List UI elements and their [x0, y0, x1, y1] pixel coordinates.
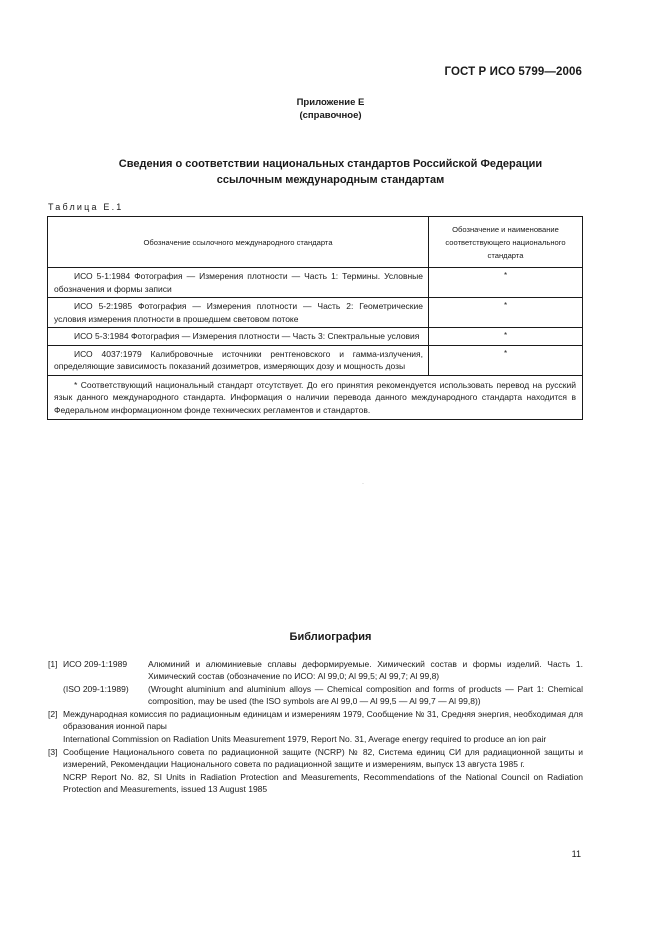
appendix-subtitle: (справочное): [299, 110, 362, 121]
bibliography-title: Библиография: [289, 631, 372, 643]
entry-text: Алюминий и алюминиевые сплавы деформируемые. Химический состав и формы изделий. Часть 1. Химический состав (обозначение по ИСО: Al 99,0; Al 99,5; Al 99,7; Al 99,8): [148, 659, 583, 682]
section-title-line-1: Сведения о соответствии национальных стандартов Российской Федерации: [118, 158, 543, 170]
entry-part: [48, 683, 583, 708]
entry-text: Сообщение Национального совета по радиационной защите (NCRP) № 82, Система единиц СИ для радиационной защиты и измерений, Рекомендации Национального совета по радиационной защите и измерениям, выпуск 13 августа 1985 г.: [63, 747, 583, 770]
standard-header: ГОСТ Р ИСО 5799—2006: [444, 66, 582, 78]
table-row: [48, 345, 583, 375]
section-title: [60, 156, 601, 188]
entry-text: Международная комиссия по радиационным единицам и измерениям 1979, Сообщение № 31, Средняя энергия, необходимая для образования ионной пары: [63, 709, 583, 732]
header-national-line-1: Обозначение и наименование: [452, 224, 559, 234]
table-footnote: [48, 375, 583, 420]
ref-text: ИСО 5-3:1984 Фотография — Измерения плотности — Часть 3: Спектральные условия: [74, 331, 420, 341]
bibliography-list: [48, 658, 583, 796]
ref-cell: [48, 328, 429, 346]
header-national-standard: [429, 217, 583, 268]
entry-number: [1]: [48, 659, 58, 669]
bibliography-entry: [48, 746, 583, 795]
section-title-line-2: ссылочным международным стандартам: [216, 174, 445, 186]
entry-part: [48, 658, 583, 683]
entry-text: NCRP Report No. 82, SI Units in Radiation Protection and Measurements, Recommendations of the National Council on Radiation Protection and Measurements, issued 13 August 1985: [63, 771, 583, 794]
entry-number: [3]: [48, 747, 58, 758]
ref-cell: [48, 298, 429, 328]
page-number: 11: [571, 849, 581, 859]
table-row: [48, 328, 583, 346]
header-international-standard: Обозначение ссылочного международного стандарта: [48, 217, 429, 268]
entry-text: International Commission on Radiation Units Measurement 1979, Report No. 31, Average energy required to produce an ion pair: [63, 733, 547, 744]
header-national-line-3: стандарта: [487, 250, 524, 260]
ref-text: ИСО 5-2:1985 Фотография — Измерения плотности — Часть 2: Геометрические условия измерения плотности в прошедшем световом потоке: [54, 301, 423, 324]
national-cell: *: [429, 298, 583, 328]
bibliography-entry: [48, 658, 583, 707]
table-label: Таблица Е.1: [48, 202, 124, 212]
table-footnote-row: [48, 375, 583, 420]
header-national-line-2: соответствующего национального: [445, 237, 566, 247]
table-row: [48, 268, 583, 298]
entry-code: (ISO 209-1:1989): [63, 683, 129, 694]
ref-cell: [48, 268, 429, 298]
national-cell: *: [429, 268, 583, 298]
ref-text: ИСО 4037:1979 Калибровочные источники рентгеновского и гамма-излучения, определяющие зависимость показаний дозиметров, измеряющих дозу и мощность дозы: [54, 348, 423, 371]
table-header-row: [48, 217, 583, 268]
entry-code: ИСО 209-1:1989: [63, 659, 128, 669]
correspondence-table: [47, 216, 583, 420]
bibliography-entry: [48, 708, 583, 745]
table-row: [48, 298, 583, 328]
entry-number: [2]: [48, 709, 58, 720]
appendix-title: Приложение Е: [296, 97, 365, 108]
ref-cell: [48, 345, 429, 375]
footnote-text: * Соответствующий национальный стандарт отсутствует. До его принятия рекомендуется использовать перевод на русский язык данного международного стандарта. Информация о наличии перевода данного международного стандарта находится в Федеральном информационном фонде технических регламентов и стандартов.: [54, 379, 576, 415]
stray-mark: ·: [362, 481, 364, 487]
entry-text: (Wrought aluminium and aluminium alloys — Chemical composition and forms of products — Part 1: Chemical composition, may be used (the ISO symbols are Al 99,0 — Al 99,5 — Al 99,7 — Al 99,8)): [148, 683, 583, 706]
appendix-heading: [0, 96, 661, 122]
national-cell: *: [429, 345, 583, 375]
ref-text: ИСО 5-1:1984 Фотография — Измерения плотности — Часть 1: Термины. Условные обозначения и формы записи: [54, 271, 423, 294]
national-cell: *: [429, 328, 583, 346]
